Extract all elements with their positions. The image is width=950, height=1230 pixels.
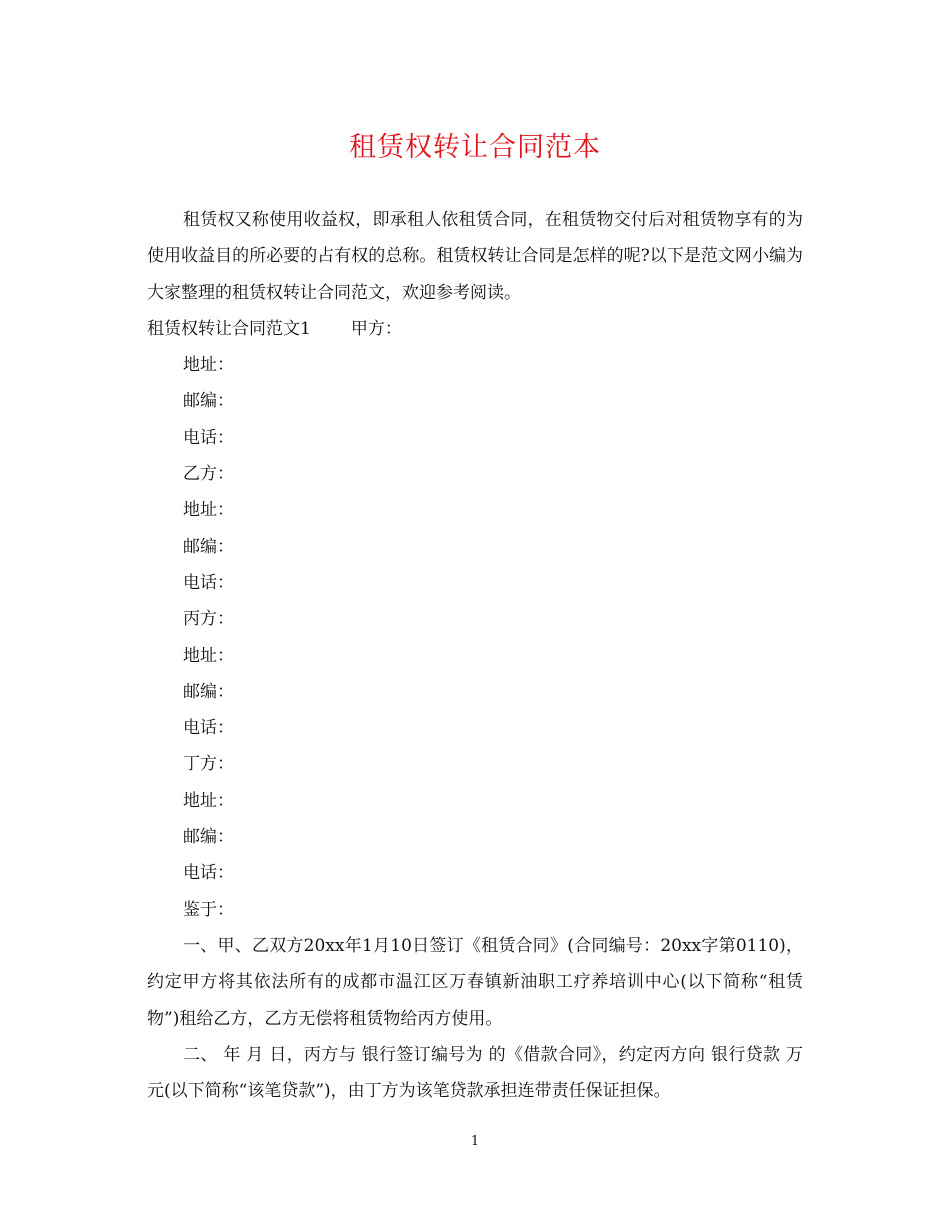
party-field: 电话： bbox=[183, 572, 234, 593]
party-a-label: 甲方： bbox=[350, 318, 402, 339]
party-field: 地址： bbox=[183, 355, 234, 376]
whereas-label: 鉴于： bbox=[183, 899, 234, 920]
party-field: 邮编： bbox=[183, 827, 234, 848]
document-title: 租赁权转让合同范本 bbox=[349, 132, 601, 163]
party-field: 电话： bbox=[183, 718, 234, 739]
party-field: 丙方： bbox=[183, 609, 234, 630]
clause-paragraph: 二、 年 月 日，丙方与 银行签订编号为 的《借款合同》，约定丙方向 银行贷款 万元(以下简称“该笔贷款”)，由丁方为该笔贷款承担连带责任保证担保。 bbox=[147, 1044, 803, 1102]
party-field: 乙方： bbox=[183, 464, 234, 485]
intro-paragraph: 租赁权又称使用收益权，即承租人依租赁合同，在租赁物交付后对租赁物享有的为使用收益目的所必要的占有权的总称。租赁权转让合同是怎样的呢?以下是范文网小编为大家整理的租赁权转让合同范文，欢迎参考阅读。 bbox=[147, 210, 803, 303]
party-field: 地址： bbox=[183, 645, 234, 666]
party-field: 邮编： bbox=[183, 681, 234, 702]
party-field: 地址： bbox=[183, 500, 234, 521]
page-number: 1 bbox=[470, 1134, 480, 1149]
party-field: 丁方： bbox=[183, 754, 234, 775]
party-field: 电话： bbox=[183, 863, 234, 884]
sample-heading: 租赁权转让合同范文1 bbox=[147, 318, 311, 339]
document-body bbox=[147, 202, 803, 1109]
sample-heading-line bbox=[147, 311, 803, 347]
party-field: 地址： bbox=[183, 790, 234, 811]
party-field: 电话： bbox=[183, 427, 234, 448]
clause-paragraph: 一、甲、乙双方20xx年1月10日签订《租赁合同》(合同编号：20xx字第0110)，约定甲方将其依法所有的成都市温江区万春镇新油职工疗养培训中心(以下简称“租赁物”)租给乙方，乙方无偿将租赁物给丙方使用。 bbox=[147, 935, 803, 1029]
party-field: 邮编： bbox=[183, 536, 234, 557]
party-field: 邮编： bbox=[183, 391, 234, 412]
